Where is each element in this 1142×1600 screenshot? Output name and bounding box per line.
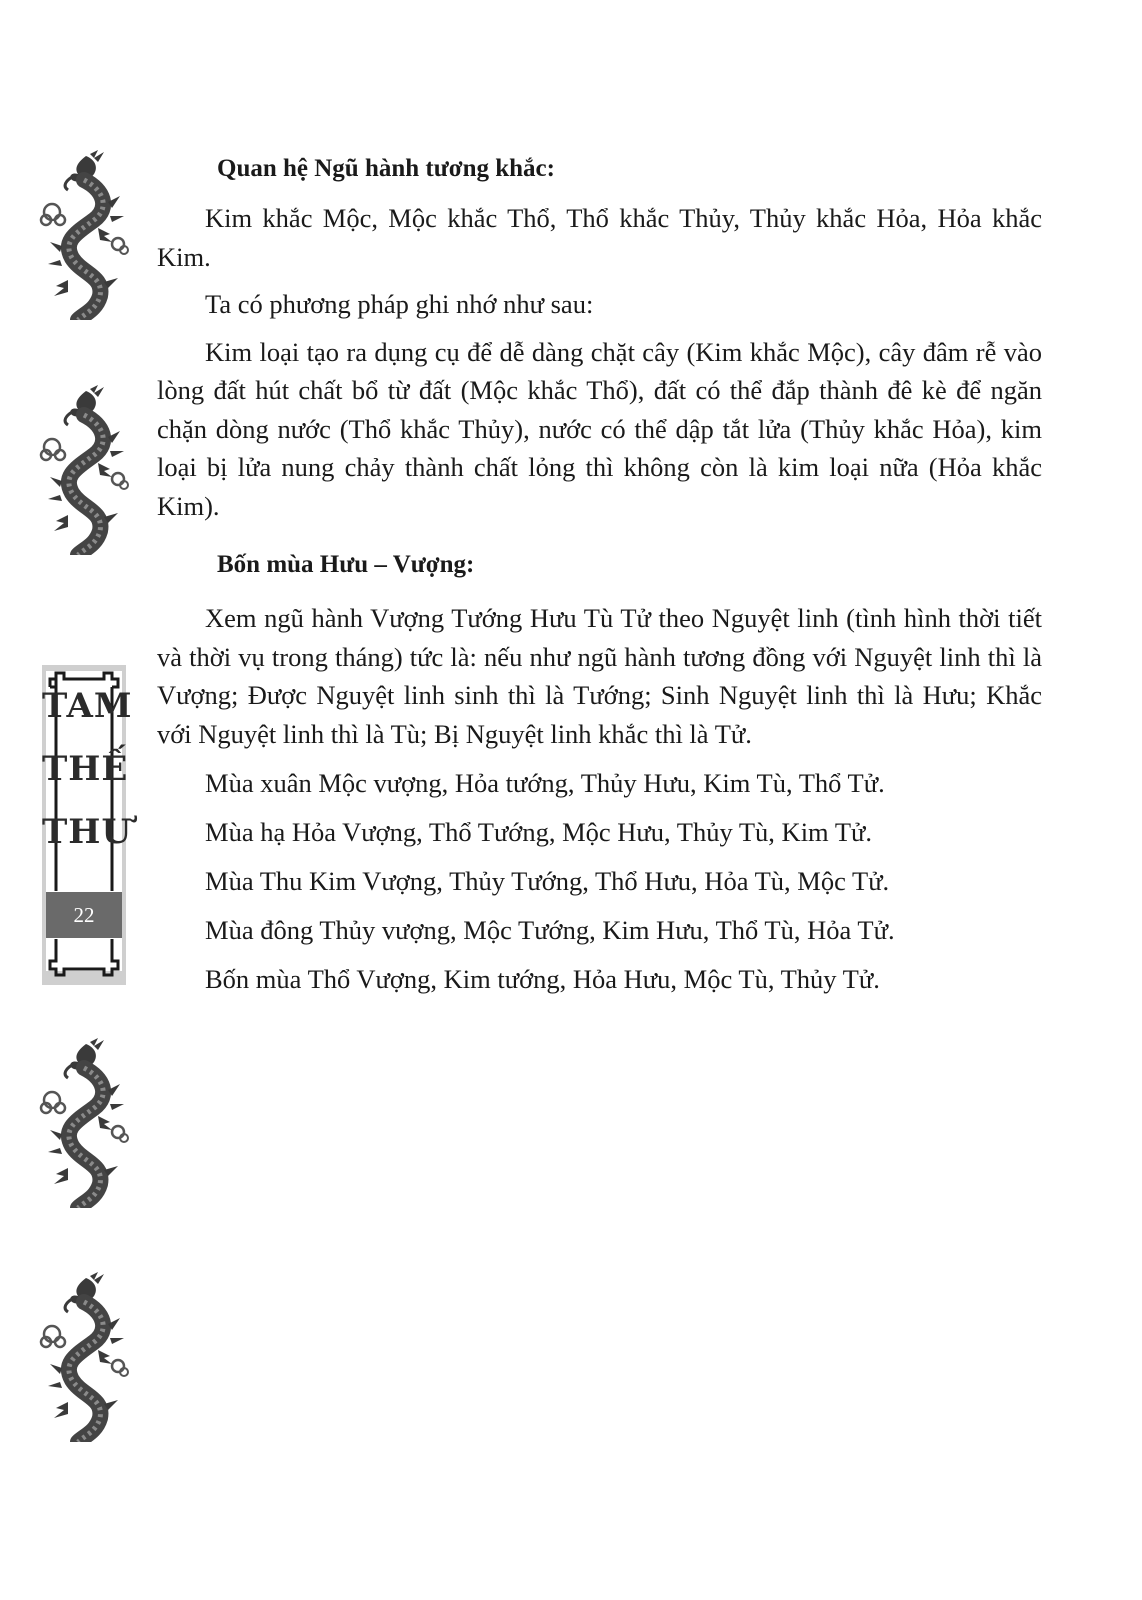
book-title-word: THƯ	[42, 812, 133, 852]
section-heading: Quan hệ Ngũ hành tương khắc:	[217, 155, 555, 182]
dragon-icon	[38, 385, 130, 555]
season-line: Mùa xuân Mộc vượng, Hỏa tướng, Thủy Hưu, Kim Tù, Thổ Tử.	[205, 768, 885, 798]
season-list	[157, 764, 1042, 998]
page-number-badge	[46, 892, 122, 938]
book-title-word: TAM	[42, 686, 133, 726]
season-line: Bốn mùa Thổ Vượng, Kim tướng, Hỏa Hưu, Mộc Tù, Thủy Tử.	[205, 964, 880, 994]
dragon-icon	[38, 1038, 130, 1208]
book-title-tab	[42, 665, 133, 985]
paragraph: Kim khắc Mộc, Mộc khắc Thổ, Thổ khắc Thủy, Thủy khắc Hỏa, Hỏa khắc Kim.	[157, 203, 1042, 272]
section-heading: Bốn mùa Hưu – Vượng:	[217, 551, 475, 578]
dragon-icon	[38, 1272, 130, 1442]
season-line: Mùa hạ Hỏa Vượng, Thổ Tướng, Mộc Hưu, Thủy Tù, Kim Tử.	[205, 817, 872, 847]
page-body	[157, 152, 1042, 1009]
page-number: 22	[73, 903, 95, 927]
season-line: Mùa đông Thủy vượng, Mộc Tướng, Kim Hưu, Thổ Tù, Hỏa Tử.	[205, 915, 895, 945]
paragraph: Ta có phương pháp ghi nhớ như sau:	[205, 289, 594, 319]
season-line: Mùa Thu Kim Vượng, Thủy Tướng, Thổ Hưu, Hỏa Tù, Mộc Tử.	[205, 866, 890, 896]
book-title-word: THẾ	[42, 749, 129, 789]
paragraph: Xem ngũ hành Vượng Tướng Hưu Tù Tử theo Nguyệt linh (tình hình thời tiết và thời vụ trong tháng) tức là: nếu như ngũ hành tương đồng với Nguyệt linh thì là Vượng; Được Nguyệt linh sinh thì là Tướng; Sinh Nguyệt linh thì là Hưu; Khắc với Nguyệt linh thì là Tù; Bị Nguyệt linh khắc thì là Tử.	[157, 603, 1042, 749]
paragraph: Kim loại tạo ra dụng cụ để dễ dàng chặt cây (Kim khắc Mộc), cây đâm rễ vào lòng đất hút chất bổ từ đất (Mộc khắc Thổ), đất có thể đắp thành đê kè để ngăn chặn dòng nước (Thổ khắc Thủy), nước có thể dập tắt lửa (Thủy khắc Hỏa), kim loại bị lửa nung chảy thành chất lỏng thì không còn là kim loại nữa (Hỏa khắc Kim).	[157, 336, 1042, 521]
dragon-icon	[38, 150, 130, 320]
